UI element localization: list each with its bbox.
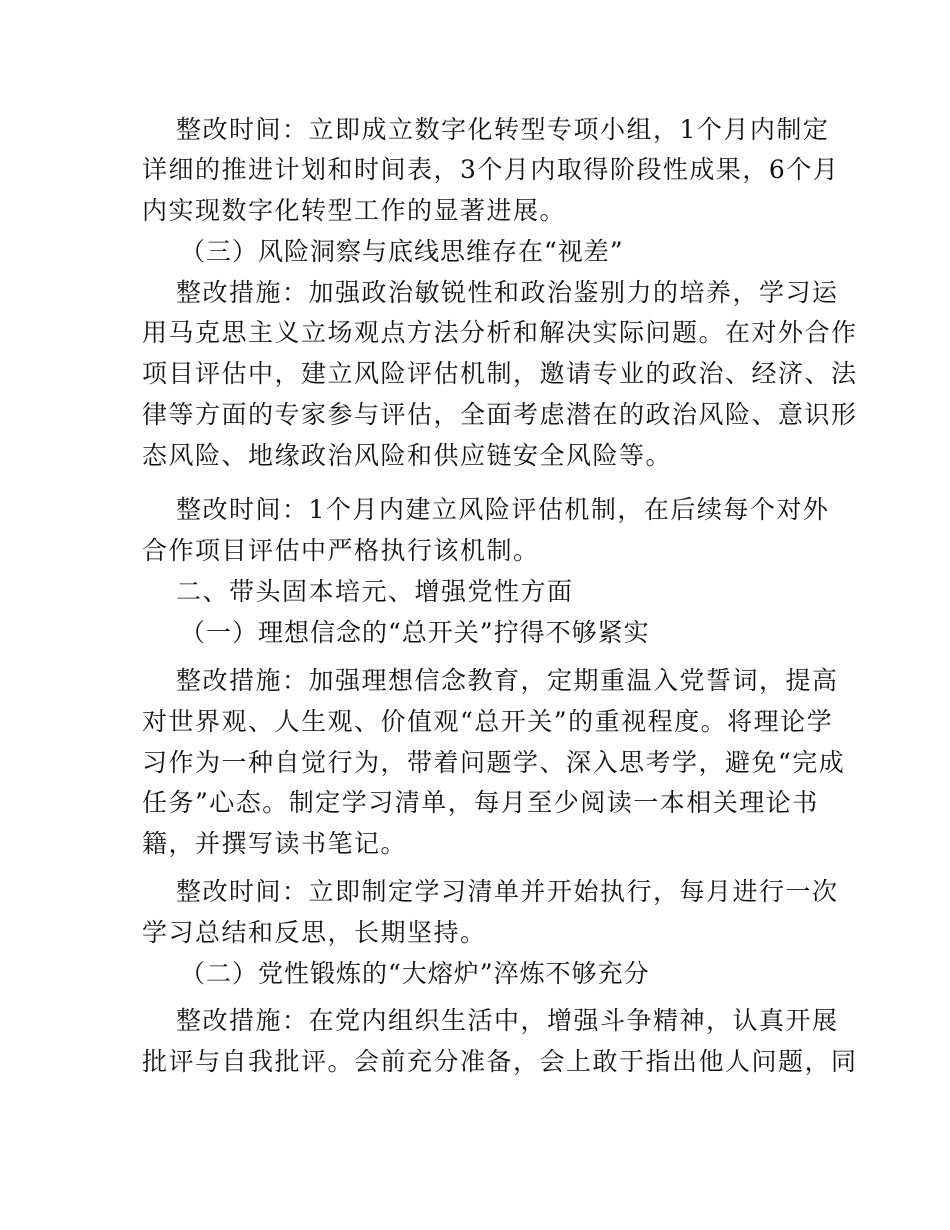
paragraph-line: 用马克思主义立场观点方法分析和解决实际问题。在对外合作 [142, 318, 858, 347]
paragraph-line: 学习总结和反思，长期坚持。 [142, 918, 487, 947]
paragraph-line: 态风险、地缘政治风险和供应链安全风险等。 [142, 441, 673, 470]
paragraph-line: 整改时间：1个月内建立风险评估机制，在后续每个对外 [176, 495, 830, 524]
paragraph-line: 项目评估中，建立风险评估机制，邀请专业的政治、经济、法 [142, 359, 858, 388]
paragraph-line: 整改措施：加强理想信念教育，定期重温入党誓词，提高 [176, 666, 839, 695]
paragraph-line: 详细的推进计划和时间表，3个月内取得阶段性成果，6个月 [142, 155, 840, 184]
section-subheading: （一）理想信念的“总开关”拧得不够紧实 [180, 618, 650, 647]
paragraph-line: 籍，并撰写读书笔记。 [142, 829, 408, 858]
paragraph-line: 整改措施：在党内组织生活中，增强斗争精神，认真开展 [176, 1006, 839, 1035]
paragraph-line: 批评与自我批评。会前充分准备，会上敢于指出他人问题，同 [142, 1047, 858, 1076]
paragraph-line: 对世界观、人生观、价值观“总开关”的重视程度。将理论学 [142, 707, 834, 736]
paragraph-line: 整改措施：加强政治敏锐性和政治鉴别力的培养，学习运 [176, 278, 839, 307]
paragraph-line: 整改时间：立即制定学习清单并开始执行，每月进行一次 [176, 877, 839, 906]
paragraph-line: 律等方面的专家参与评估，全面考虑潜在的政治风险、意识形 [142, 400, 858, 429]
paragraph-line: 习作为一种自觉行为，带着问题学、深入思考学，避免“完成 [142, 748, 846, 777]
paragraph-line: 整改时间：立即成立数字化转型专项小组，1个月内制定 [176, 115, 830, 144]
paragraph-line: 任务”心态。制定学习清单，每月至少阅读一本相关理论书 [142, 788, 819, 817]
section-heading: 二、带头固本培元、增强党性方面 [176, 577, 574, 606]
section-subheading: （二）党性锻炼的“大熔炉”淬炼不够充分 [180, 959, 650, 988]
paragraph-line: 内实现数字化转型工作的显著进展。 [142, 196, 567, 225]
section-subheading: （三）风险洞察与底线思维存在“视差” [180, 237, 624, 266]
paragraph-line: 合作项目评估中严格执行该机制。 [142, 536, 540, 565]
